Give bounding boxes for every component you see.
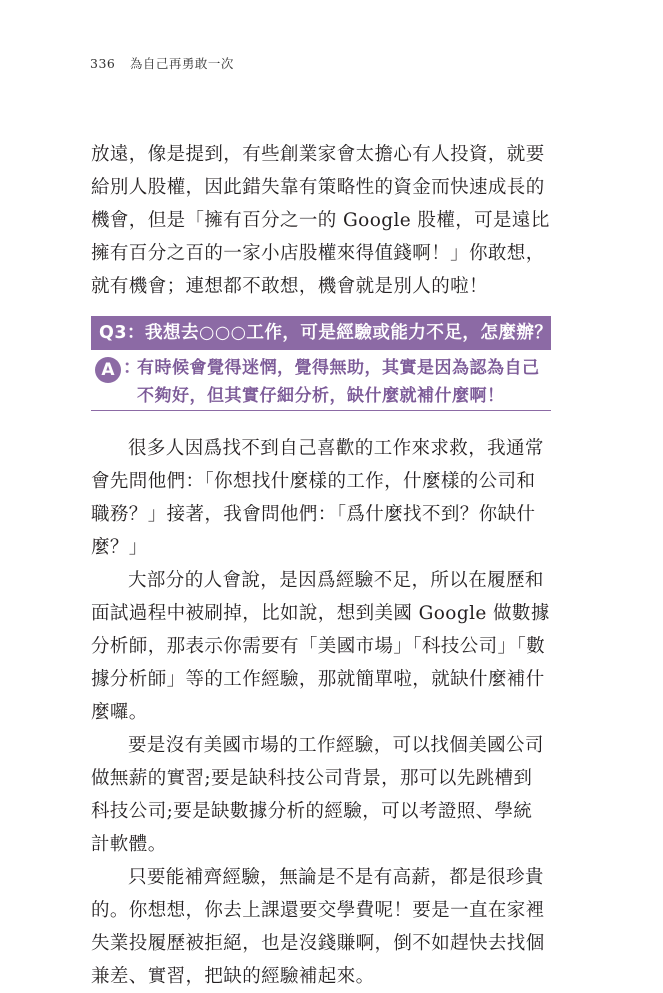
body-paragraph: 很多人因爲找不到自己喜歡的工作來求救，我通常會先問他們：「你想找什麼樣的工作，什麼樣的公司和職務？」接著，我會問他們：「爲什麼找不到？你缺什麼？」 [91,438,544,558]
main-section [91,432,551,993]
answer-colon: ： [123,357,141,378]
body-paragraph: 只要能補齊經驗，無論是不是有高薪，都是很珍貴的。你想想，你去上課還要交學費呢！要是一直在家裡失業投履歷被拒絕，也是沒錢賺啊，倒不如趕快去找個兼差、實習，把缺的經驗補起來。 [91,867,545,987]
answer-badge-icon: A [95,357,121,383]
answer-block [91,354,551,411]
body-paragraph: 要是沒有美國市場的工作經驗，可以找個美國公司做無薪的實習;要是缺科技公司背景，那可以先跳槽到科技公司;要是缺數據分析的經驗，可以考證照、學統計軟體。 [91,735,544,855]
question-banner [91,316,551,350]
running-header [90,54,234,72]
book-title: 為自己再勇敢一次 [129,56,234,71]
intro-section [91,138,551,303]
answer-text: 有時候會覺得迷惘，覺得無助，其實是因為認為自己不夠好，但其實仔細分析，缺什麼就補什麼啊！ [137,358,540,406]
question-text: Q3：我想去○○○工作，可是經驗或能力不足，怎麼辦？ [99,323,553,343]
intro-paragraph: 放遠，像是提到，有些創業家會太擔心有人投資，就要給別人股權，因此錯失靠有策略性的資金而快速成長的機會，但是「擁有百分之一的 Google 股權，可是遠比擁有百分之百的一家小店股權來得值錢啊！」你敢想，就有機會；連想都不敢想，機會就是別人的啦！ [91,144,550,297]
page-number: 336 [90,56,116,71]
body-paragraph: 大部分的人會說，是因爲經驗不足，所以在履歷和面試過程中被刷掉，比如說，想到美國 Google 做數據分析師，那表示你需要有「美國市場」「科技公司」「數據分析師」等的工作經驗，那就簡單啦，就缺什麼補什麼囉。 [91,570,550,723]
